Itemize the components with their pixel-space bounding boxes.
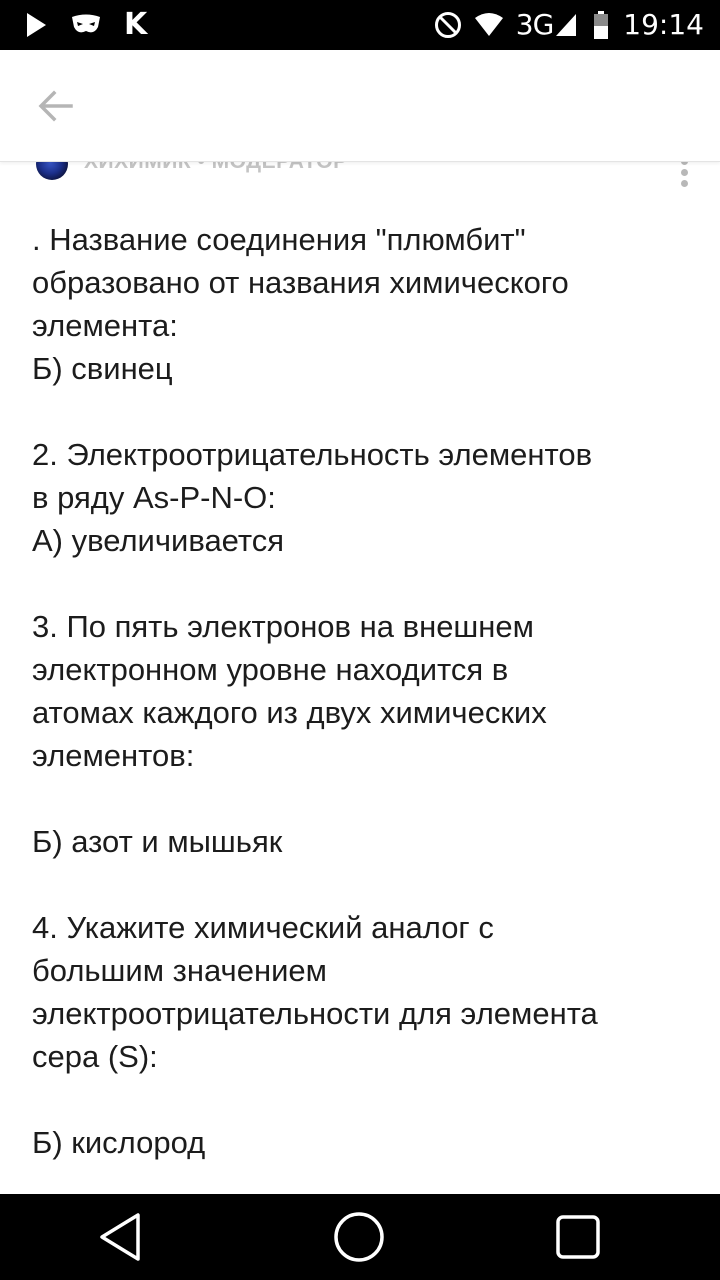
triangle-back-icon [98, 1212, 142, 1262]
play-store-icon [24, 12, 48, 38]
status-bar [0, 0, 720, 50]
square-recents-icon [555, 1214, 601, 1260]
status-bar-notifications [24, 7, 169, 42]
back-button[interactable] [22, 72, 90, 140]
circle-home-icon [333, 1211, 385, 1263]
status-bar-system [422, 8, 704, 41]
do-not-disturb-icon [434, 11, 462, 39]
network-type: 3G [515, 8, 554, 41]
nav-recents-button[interactable] [548, 1207, 608, 1267]
app-bar [0, 50, 720, 162]
battery-icon [593, 11, 609, 39]
status-bar-clock: 19:14 [623, 8, 704, 41]
arrow-left-icon [38, 90, 74, 122]
vk-icon: K [124, 7, 148, 42]
nav-back-button[interactable] [90, 1207, 150, 1267]
answer-content [0, 162, 720, 1194]
incognito-mask-icon [70, 13, 102, 37]
signal-icon [555, 13, 577, 37]
wifi-icon [474, 13, 504, 37]
answer-text: . Название соединения "плюмбит" образовано от названия химического элемента: Б) свинец 2. Электроотрицательность элементов в ряду As-P-N-O: А) увеличивается 3. По пять электронов на внешнем электронном уровне находится в атомах каждого из двух химических элементов: Б) азот и мышьяк 4. Укажите химический аналог с большим значением электроотрицательности для элемента сера (S): Б) кислород [32, 222, 598, 1160]
navigation-bar [0, 1194, 720, 1280]
nav-home-button[interactable] [329, 1207, 389, 1267]
